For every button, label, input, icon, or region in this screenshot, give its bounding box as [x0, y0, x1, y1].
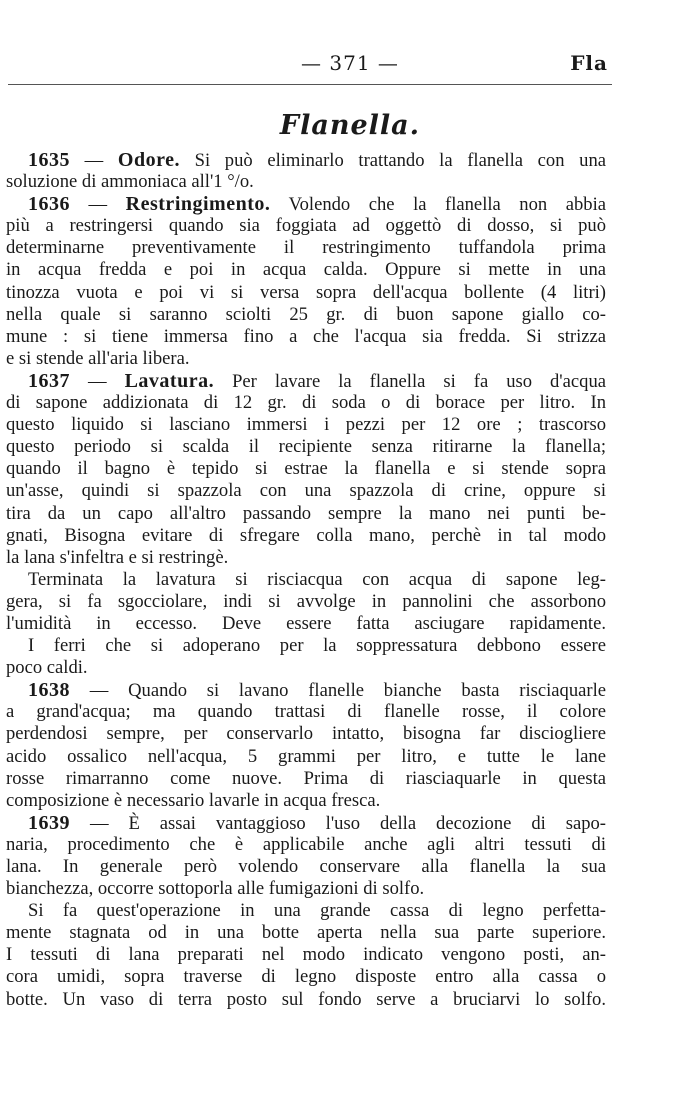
text-line: [6, 856, 606, 878]
text-line: [6, 834, 606, 856]
text-line: [6, 613, 606, 635]
article-separator: —: [70, 680, 129, 702]
body-text: [6, 149, 606, 1011]
text-line: [6, 503, 606, 525]
line-text: tira da un capo all'altro passando sempre la mano nei punti be-: [6, 502, 606, 524]
line-text: perdendosi sempre, per conservarlo intatto, bisogna far disciogliere: [6, 723, 606, 745]
line-text: più a restringersi quando sia foggiata ad oggettò di dosso, si può: [6, 215, 606, 237]
text-line: [6, 944, 606, 966]
text-line: [6, 812, 606, 834]
running-head: Fla: [570, 51, 608, 75]
line-text: quando il bagno è tepido si estrae la flanella e si stende sopra: [6, 458, 606, 480]
article-keyword: Restringimento.: [125, 193, 271, 216]
page-title: Flanella.: [279, 110, 421, 141]
article-number: 1639: [28, 811, 70, 834]
text-line: [6, 569, 606, 591]
text-line: [6, 525, 606, 547]
text-line: [6, 966, 606, 988]
text-line: [6, 171, 606, 193]
text-line: [6, 900, 606, 922]
line-text: Per lavare la flanella si fa uso d'acqua: [214, 370, 606, 392]
text-line: [6, 679, 606, 701]
text-line: [6, 657, 606, 679]
line-text: composizione è necessario lavarle in acqua fresca.: [6, 789, 381, 811]
line-text: gera, si fa sgocciolare, indi si avvolge in pannolini che assorbono: [6, 590, 606, 612]
line-text: determinarne preventivamente il restringimento tuffandola prima: [6, 237, 606, 259]
text-line: [6, 922, 606, 944]
line-text: questo periodo si scalda il recipiente senza ritirarne la flanella;: [6, 436, 606, 458]
line-text: questo liquido si lasciano immersi i pezzi per 12 ore ; trascorso: [6, 414, 606, 436]
article-number: 1637: [28, 369, 70, 392]
text-line: [6, 480, 606, 502]
page-number: — 371 —: [301, 51, 399, 75]
line-text: mente stagnata od in una botte aperta nella sua parte superiore.: [6, 922, 606, 944]
header-rule: [8, 84, 612, 85]
text-line: [6, 768, 606, 790]
text-line: [6, 149, 606, 171]
text-line: [6, 193, 606, 215]
text-line: [6, 215, 606, 237]
article-separator: —: [70, 194, 126, 216]
text-line: [6, 746, 606, 768]
line-text: botte. Un vaso di terra posto sul fondo serve a bruciarvi lo solfo.: [6, 988, 606, 1010]
article-number: 1635: [28, 149, 70, 171]
text-line: [6, 547, 606, 569]
text-line: [6, 237, 606, 259]
text-line: [6, 635, 606, 657]
line-text: bianchezza, occorre sottoporla alle fumigazioni di solfo.: [6, 878, 425, 900]
article-separator: —: [70, 370, 125, 392]
line-text: gnati, Bisogna evitare di sfregare colla mano, perchè in tal modo: [6, 524, 606, 546]
text-line: [6, 326, 606, 348]
text-line: [6, 348, 606, 370]
text-line: [6, 591, 606, 613]
text-line: [6, 723, 606, 745]
article-number: 1636: [28, 193, 70, 216]
line-text: acido ossalico nell'acqua, 5 grammi per litro, e tutte le lane: [6, 745, 606, 767]
line-text: soluzione di ammoniaca all'1 °/o.: [6, 171, 254, 193]
text-line: [6, 878, 606, 900]
line-text: mune : si tiene immersa fino a che l'acqua sia fredda. Si strizza: [6, 325, 606, 347]
line-text: rosse rimarranno come nuove. Prima di riasciaquarle in questa: [6, 767, 606, 789]
article-number: 1638: [28, 679, 70, 702]
text-line: [6, 259, 606, 281]
text-line: [6, 458, 606, 480]
line-text: in acqua fredda e poi in acqua calda. Oppure si mette in una: [6, 259, 606, 281]
line-text: tinozza vuota e poi vi si versa sopra dell'acqua bollente (4 litri): [6, 281, 606, 303]
line-text: I tessuti di lana preparati nel modo indicato vengono posti, an-: [6, 944, 606, 966]
text-line: [6, 282, 606, 304]
line-text: un'asse, quindi si spazzola con una spazzola di crine, oppure si: [6, 480, 606, 502]
line-text: Volendo che la flanella non abbia: [270, 194, 606, 216]
text-line: [6, 790, 606, 812]
article-separator: —: [70, 150, 118, 171]
line-text: Si fa quest'operazione in una grande cassa di legno perfetta-: [28, 900, 606, 922]
line-text: Terminata la lavatura si risciacqua con acqua di sapone leg-: [28, 568, 606, 590]
article-keyword: Lavatura.: [124, 369, 215, 392]
text-line: [6, 989, 606, 1011]
article-keyword: Odore.: [117, 149, 180, 171]
line-text: l'umidità in eccesso. Deve essere fatta asciugare rapidamente.: [6, 612, 606, 634]
line-text: lana. In generale però volendo conservare alla flanella la sua: [6, 856, 606, 877]
article-separator: —: [70, 812, 129, 834]
page-header: [0, 50, 700, 76]
text-line: [6, 436, 606, 458]
text-line: [6, 304, 606, 326]
line-text: di sapone addizionata di 12 gr. di soda o di borace per litro. In: [6, 392, 606, 414]
text-line: [6, 414, 606, 436]
text-line: [6, 392, 606, 414]
line-text: e si stende all'aria libera.: [6, 347, 190, 369]
line-text: I ferri che si adoperano per la soppressatura debbono essere: [28, 635, 606, 657]
line-text: cora umidi, sopra traverse di legno disposte entro alla cassa o: [6, 966, 606, 988]
line-text: È assai vantaggioso l'uso della decozione di sapo-: [128, 812, 606, 834]
line-text: nella quale si saranno sciolti 25 gr. di buon sapone giallo co-: [6, 303, 606, 325]
text-line: [6, 370, 606, 392]
line-text: Si può eliminarlo trattando la flanella con una: [179, 150, 606, 171]
line-text: Quando si lavano flanelle bianche basta risciaquarle: [128, 680, 606, 702]
line-text: a grand'acqua; ma quando trattasi di flanelle rosse, il colore: [6, 701, 606, 723]
line-text: naria, procedimento che è applicabile anche agli altri tessuti di: [6, 833, 606, 855]
line-text: la lana s'infeltra e si restringè.: [6, 546, 229, 568]
text-line: [6, 701, 606, 723]
line-text: poco caldi.: [6, 657, 88, 679]
